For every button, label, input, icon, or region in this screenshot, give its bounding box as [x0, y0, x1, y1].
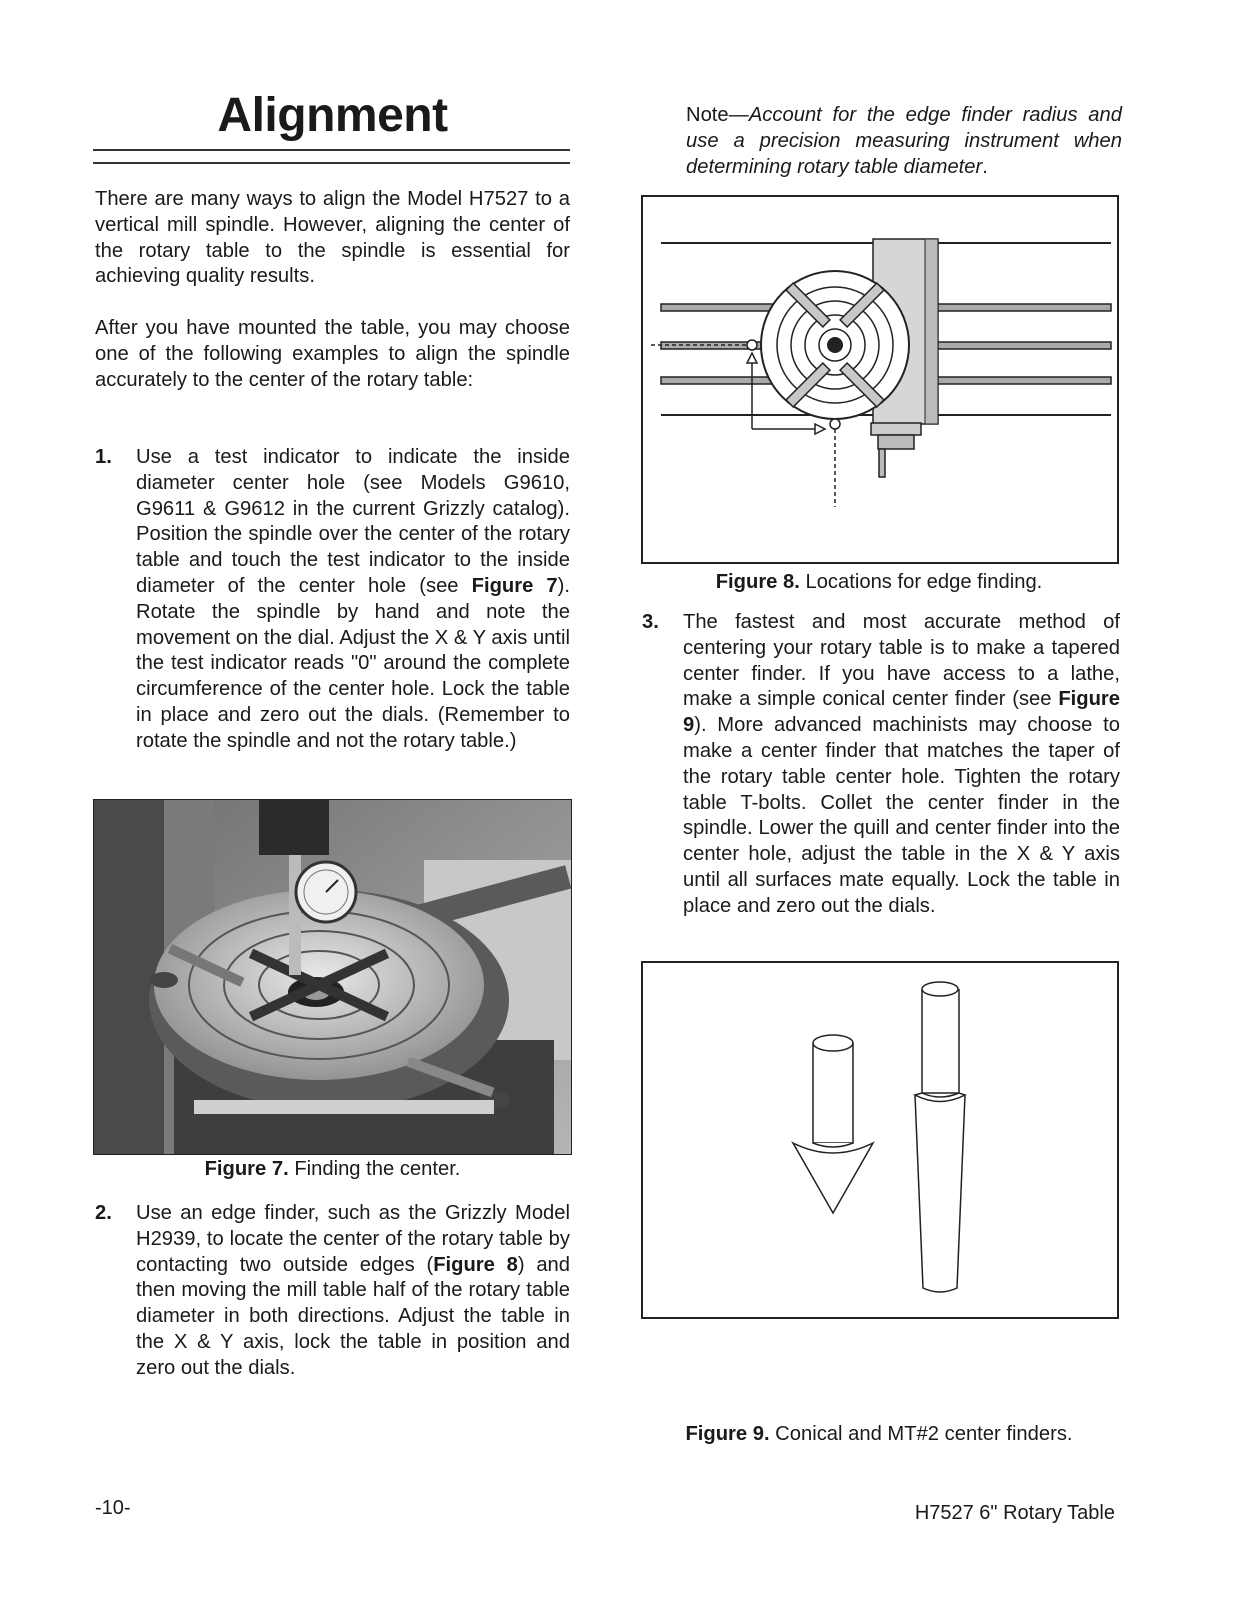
step-1 [95, 445, 570, 755]
edge-finding-diagram [643, 197, 1117, 562]
page-title: Alignment [217, 89, 448, 142]
figure-9-caption: Figure 9. Conical and MT#2 center finders. [685, 1423, 1073, 1445]
note-text: Note—Account for the edge finder radius and use a precision measuring instrument when determining rotary table diameter. [686, 104, 1122, 178]
document-title: H7527 6" Rotary Table [914, 1502, 1115, 1524]
step-text: Use an edge finder, such as the Grizzly Model H2939, to locate the center of the rotary table by contacting two outside edges (Figure 8) and then moving the mill table half of the rotary table diameter in both directions. Adjust the table in the X & Y axis, lock the table in position and zero out the dials. [136, 1202, 570, 1379]
figure-ref: Figure 9 [683, 688, 1120, 737]
figure-7-caption: Figure 7. Finding the center. [204, 1158, 461, 1180]
step-number: 3. [642, 611, 659, 633]
step-text: Use a test indicator to indicate the inside diameter center hole (see Models G9610, G9611 & G9612 in the current Grizzly catalog). Position the spindle over the center of the rotary table and touch the test indicator to the inside diameter of the center hole (see Figure 7). Rotate the spindle by hand and note the movement on the dial. Adjust the X & Y axis until the test indicator reads "0" around the complete circumference of the center hole. Lock the table in place and zero out the dials. (Remember to rotate the spindle and not the rotary table.) [136, 446, 571, 752]
figure-8-caption: Figure 8. Locations for edge finding. [715, 571, 1043, 593]
step-2 [95, 1201, 570, 1382]
figure-9-diagram [641, 961, 1119, 1319]
step-number: 2. [95, 1202, 112, 1224]
step-number: 1. [95, 446, 112, 468]
center-finders-drawing [643, 963, 1117, 1317]
figure-8-diagram [641, 195, 1119, 564]
rotary-table-photo-illustration [94, 800, 571, 1154]
title-rule-top [93, 149, 570, 151]
title-rule-bottom [93, 162, 570, 164]
figure-ref: Figure 7 [471, 574, 558, 597]
intro-paragraph-1: There are many ways to align the Model H7527 to a vertical mill spindle. However, aligning the center of the rotary table to the spindle is essential for achieving quality results. [95, 188, 570, 288]
figure-7-photo [93, 799, 572, 1155]
step-3 [642, 610, 1120, 920]
page-number: -10- [95, 1497, 131, 1519]
intro-paragraph-2: After you have mounted the table, you may choose one of the following examples to align the spindle accurately to the center of the rotary table: [95, 317, 570, 391]
step-text: The fastest and most accurate method of centering your rotary table is to make a tapered center finder. If you have access to a lathe, make a simple conical center finder (see Figure 9). More advanced machinists may choose to make a center finder that matches the taper of the rotary table center hole. Tighten the rotary table T-bolts. Collet the center finder in the spindle. Lower the quill and center finder into the center hole, adjust the table in the X & Y axis until all surfaces mate equally. Lock the table in place and zero out the dials. [683, 611, 1120, 917]
figure-ref: Figure 8 [433, 1253, 518, 1276]
